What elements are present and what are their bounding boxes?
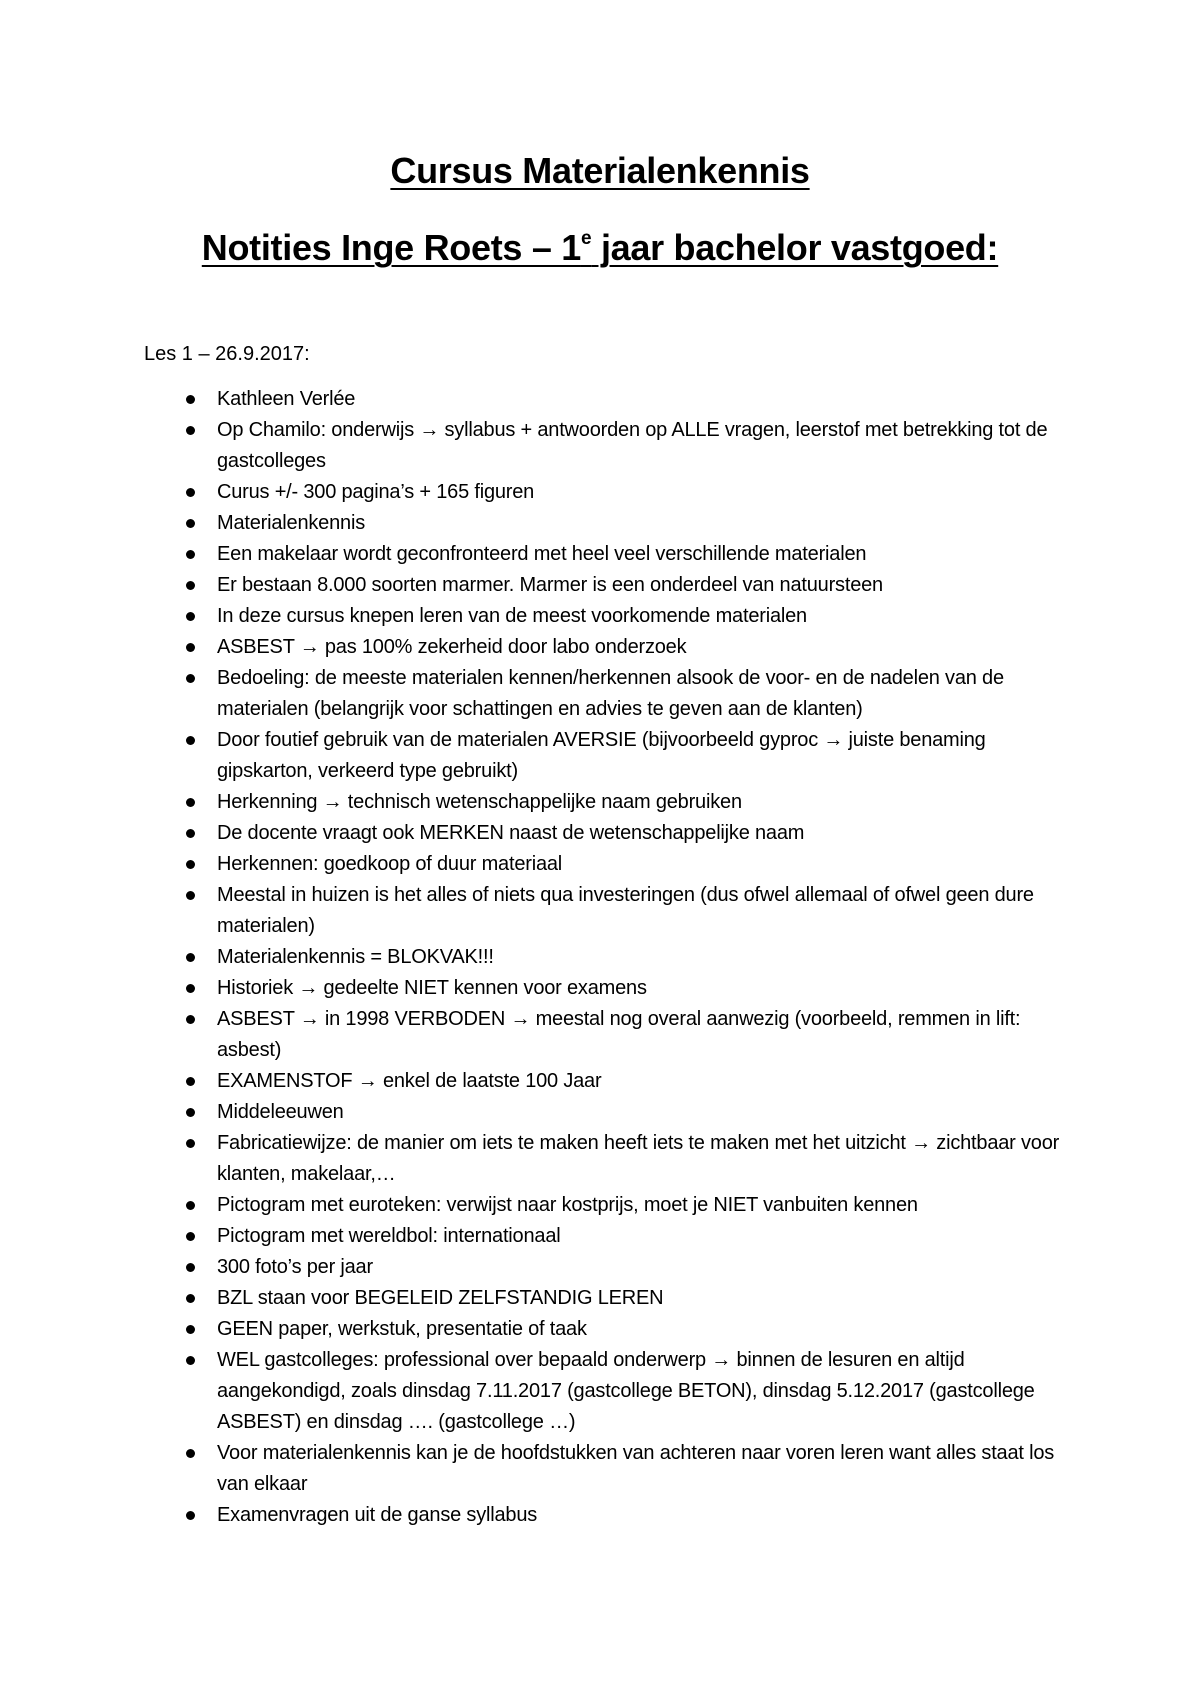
bullet-icon — [186, 1511, 195, 1520]
lesson-heading: Les 1 – 26.9.2017: — [144, 343, 310, 365]
bullet-icon — [186, 395, 195, 404]
bullet-icon — [186, 426, 195, 435]
list-item-text: Er bestaan 8.000 soorten marmer. Marmer is een onderdeel van natuursteen — [217, 574, 883, 596]
bullet-icon — [186, 860, 195, 869]
list-item — [0, 1500, 1077, 1531]
list-item-text: Curus +/- 300 pagina’s + 165 figuren — [217, 481, 535, 503]
list-item-text: Middeleeuwen — [217, 1101, 344, 1123]
list-item — [0, 1066, 1077, 1097]
list-item-text: Pictogram met euroteken: verwijst naar kostprijs, moet je NIET vanbuiten kennen — [217, 1194, 918, 1216]
list-item-text: ASBEST → pas 100% zekerheid door labo onderzoek — [217, 636, 687, 658]
bullet-icon — [186, 1263, 195, 1272]
notes-list — [0, 384, 1200, 1531]
subtitle-text-start: Notities Inge Roets – 1 — [201, 227, 581, 268]
list-item-text: Materialenkennis — [217, 512, 365, 534]
list-item-text: Door foutief gebruik van de materialen AVERSIE (bijvoorbeeld gyproc → juiste benaming gipskarton, verkeerd type gebruikt) — [217, 729, 986, 782]
list-item-text: Herkenning → technisch wetenschappelijke naam gebruiken — [217, 791, 742, 813]
list-item — [0, 1221, 1077, 1252]
list-item — [0, 725, 1077, 787]
bullet-icon — [186, 1232, 195, 1241]
list-item — [0, 1252, 1077, 1283]
list-item-text: 300 foto’s per jaar — [217, 1256, 373, 1278]
list-item — [0, 1345, 1077, 1438]
list-item-text: Pictogram met wereldbol: internationaal — [217, 1225, 561, 1247]
list-item — [0, 1004, 1077, 1066]
list-item — [0, 787, 1077, 818]
list-item — [0, 570, 1077, 601]
bullet-icon — [186, 1294, 195, 1303]
list-item — [0, 508, 1077, 539]
list-item-text: Fabricatiewijze: de manier om iets te maken heeft iets te maken met het uitzicht → zichtbaar voor klanten, makelaar,… — [217, 1132, 1060, 1185]
bullet-icon — [186, 891, 195, 900]
document-subtitle — [0, 227, 1200, 269]
subtitle-text-end: jaar bachelor vastgoed: — [591, 227, 999, 268]
list-item-text: Voor materialenkennis kan je de hoofdstukken van achteren naar voren leren want alles staat los van elkaar — [217, 1442, 1055, 1495]
bullet-icon — [186, 953, 195, 962]
list-item-text: Op Chamilo: onderwijs → syllabus + antwoorden op ALLE vragen, leerstof met betrekking tot de gastcolleges — [217, 419, 1048, 472]
list-item-text: ASBEST → in 1998 VERBODEN → meestal nog overal aanwezig (voorbeeld, remmen in lift: asbest) — [217, 1008, 1021, 1061]
list-item-text: Kathleen Verlée — [217, 388, 356, 410]
list-item-text: EXAMENSTOF → enkel de laatste 100 Jaar — [217, 1070, 602, 1092]
bullet-icon — [186, 1015, 195, 1024]
list-item-text: In deze cursus knepen leren van de meest voorkomende materialen — [217, 605, 807, 627]
list-item — [0, 849, 1077, 880]
bullet-icon — [186, 984, 195, 993]
document-title-text: Cursus Materialenkennis — [390, 150, 810, 191]
bullet-icon — [186, 581, 195, 590]
list-item-text: Herkennen: goedkoop of duur materiaal — [217, 853, 563, 875]
list-item — [0, 1190, 1077, 1221]
bullet-icon — [186, 1356, 195, 1365]
bullet-icon — [186, 1077, 195, 1086]
bullet-icon — [186, 519, 195, 528]
list-item — [0, 601, 1077, 632]
bullet-icon — [186, 1449, 195, 1458]
list-item-text: Bedoeling: de meeste materialen kennen/herkennen alsook de voor- en de nadelen van de materialen (belangrijk voor schattingen en advies te geven aan de klanten) — [217, 667, 1004, 720]
list-item — [0, 1128, 1077, 1190]
bullet-icon — [186, 488, 195, 497]
bullet-icon — [186, 612, 195, 621]
list-item-text: Examenvragen uit de ganse syllabus — [217, 1504, 538, 1526]
list-item — [0, 663, 1077, 725]
list-item — [0, 539, 1077, 570]
list-item — [0, 384, 1077, 415]
bullet-icon — [186, 550, 195, 559]
list-item-text: BZL staan voor BEGELEID ZELFSTANDIG LEREN — [217, 1287, 664, 1309]
list-item-text: Materialenkennis = BLOKVAK!!! — [217, 946, 494, 968]
bullet-icon — [186, 1139, 195, 1148]
list-item — [0, 1438, 1077, 1500]
document-title — [0, 150, 1200, 192]
subtitle-ordinal-superscript: e — [580, 228, 592, 249]
list-item-text: Meestal in huizen is het alles of niets qua investeringen (dus ofwel allemaal of ofwel geen dure materialen) — [217, 884, 1034, 937]
list-item-text: Een makelaar wordt geconfronteerd met heel veel verschillende materialen — [217, 543, 867, 565]
list-item-text: Historiek → gedeelte NIET kennen voor examens — [217, 977, 647, 999]
list-item-text: De docente vraagt ook MERKEN naast de wetenschappelijke naam — [217, 822, 805, 844]
bullet-icon — [186, 643, 195, 652]
list-item — [0, 818, 1077, 849]
list-item-text: WEL gastcolleges: professional over bepaald onderwerp → binnen de lesuren en altijd aangekondigd, zoals dinsdag 7.11.2017 (gastcollege BETON), dinsdag 5.12.2017 (gastcollege ASBEST) en dinsdag …. (gastcollege …) — [217, 1349, 1035, 1433]
bullet-icon — [186, 829, 195, 838]
list-item — [0, 632, 1077, 663]
bullet-icon — [186, 1201, 195, 1210]
bullet-icon — [186, 1325, 195, 1334]
list-item — [0, 942, 1077, 973]
bullet-icon — [186, 798, 195, 807]
list-item — [0, 973, 1077, 1004]
list-item-text: GEEN paper, werkstuk, presentatie of taak — [217, 1318, 587, 1340]
list-item — [0, 1283, 1077, 1314]
list-item — [0, 1097, 1077, 1128]
bullet-icon — [186, 736, 195, 745]
bullet-icon — [186, 674, 195, 683]
list-item — [0, 415, 1077, 477]
bullet-icon — [186, 1108, 195, 1117]
list-item — [0, 477, 1077, 508]
list-item — [0, 1314, 1077, 1345]
list-item — [0, 880, 1077, 942]
